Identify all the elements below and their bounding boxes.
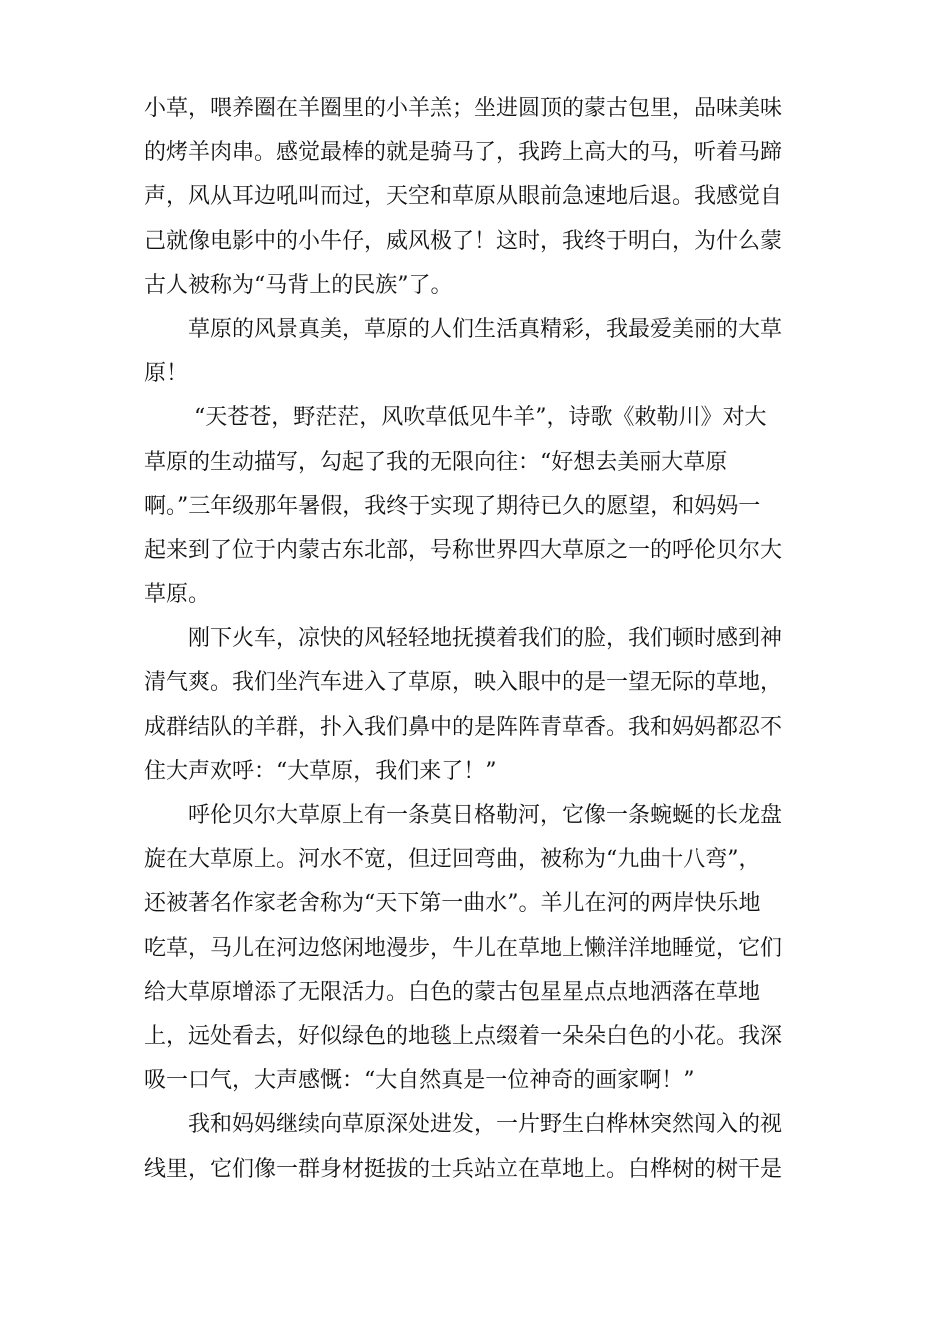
text-line: 吸一口气，大声感慨：“大自然真是一位神奇的画家啊！” — [144, 1068, 695, 1094]
text-line: 原！ — [144, 361, 189, 387]
text-line: 吃草，马儿在河边悠闲地漫步，牛儿在草地上懒洋洋地睡觉，它们 — [144, 935, 783, 961]
text-line: 啊。”三年级那年暑假，我终于实现了期待已久的愿望，和妈妈一 — [144, 493, 761, 519]
text-line: 给大草原增添了无限活力。白色的蒙古包星星点点地洒落在草地 — [144, 979, 761, 1005]
text-line: 草原的生动描写，勾起了我的无限向往：“好想去美丽大草原 — [144, 449, 728, 475]
essay-text — [144, 87, 804, 1192]
text-line: 草原。 — [144, 582, 211, 608]
text-line: 己就像电影中的小牛仔，威风极了！这时，我终于明白，为什么蒙 — [144, 228, 783, 254]
text-line: 清气爽。我们坐汽车进入了草原，映入眼中的是一望无际的草地， — [144, 670, 783, 696]
text-line: 古人被称为“马背上的民族”了。 — [144, 272, 453, 298]
text-line: 还被著名作家老舍称为“天下第一曲水”。羊儿在河的两岸快乐地 — [144, 891, 761, 917]
text-line: 住大声欢呼：“大草原，我们来了！” — [144, 758, 497, 784]
text-line: 上，远处看去，好似绿色的地毯上点缀着一朵朵白色的小花。我深 — [144, 1023, 783, 1049]
paragraph-start-line: “天苍苍，野茫茫，风吹草低见牛羊”，诗歌《敕勒川》对大 — [194, 405, 767, 431]
text-line: 声，风从耳边吼叫而过，天空和草原从眼前急速地后退。我感觉自 — [144, 184, 783, 210]
paragraph-start-line: 草原的风景真美，草原的人们生活真精彩，我最爱美丽的大草 — [188, 316, 783, 342]
text-line: 旋在大草原上。河水不宽，但迂回弯曲，被称为“九曲十八弯”， — [144, 847, 761, 873]
text-line: 线里，它们像一群身材挺拔的士兵站立在草地上。白桦树的树干是 — [144, 1156, 783, 1182]
paragraph-start-line: 我和妈妈继续向草原深处进发，一片野生白桦林突然闯入的视 — [188, 1112, 783, 1138]
text-line: 起来到了位于内蒙古东北部，号称世界四大草原之一的呼伦贝尔大 — [144, 537, 783, 563]
paragraph-start-line: 呼伦贝尔大草原上有一条莫日格勒河，它像一条蜿蜒的长龙盘 — [188, 803, 783, 828]
text-line: 小草，喂养圈在羊圈里的小羊羔；坐进圆顶的蒙古包里，品味美味 — [144, 96, 783, 121]
text-line: 的烤羊肉串。感觉最棒的就是骑马了，我跨上高大的马，听着马蹄 — [144, 140, 783, 166]
paragraph-start-line: 刚下火车，凉快的风轻轻地抚摸着我们的脸，我们顿时感到神 — [188, 626, 783, 652]
text-line: 成群结队的羊群，扑入我们鼻中的是阵阵青草香。我和妈妈都忍不 — [144, 714, 783, 740]
